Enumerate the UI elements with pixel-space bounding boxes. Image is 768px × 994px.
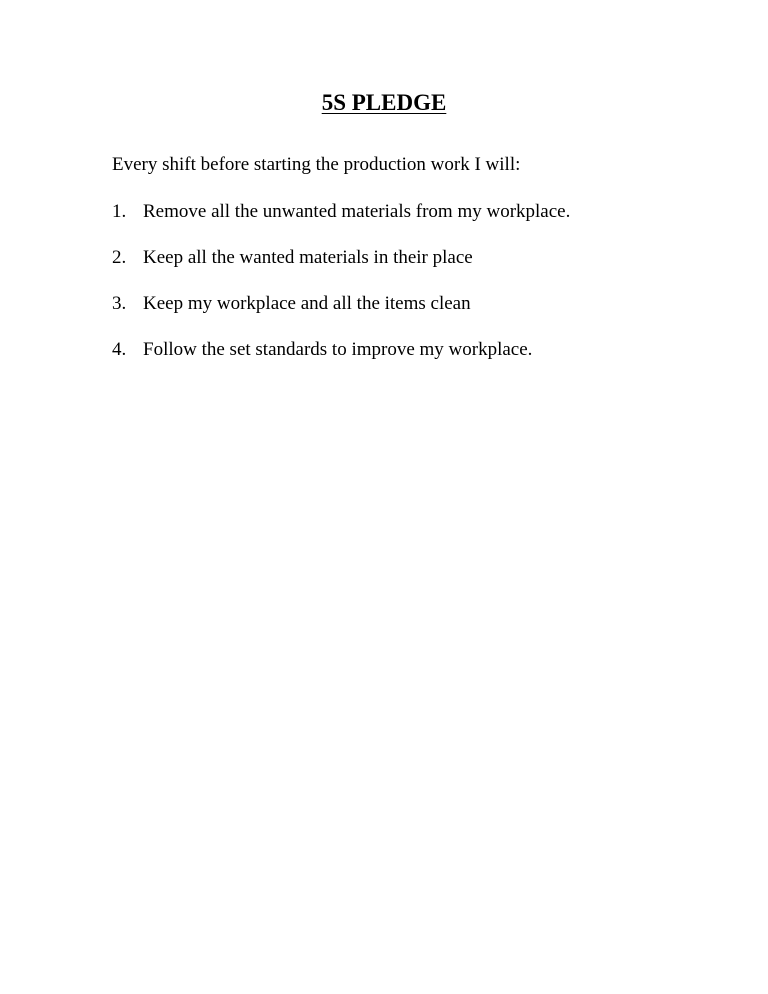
list-item-text: Keep my workplace and all the items clean bbox=[143, 293, 471, 314]
list-item-text: Remove all the unwanted materials from my workplace. bbox=[143, 201, 571, 222]
list-item bbox=[112, 293, 471, 315]
list-item bbox=[112, 201, 570, 223]
intro-text: Every shift before starting the production work I will: bbox=[112, 154, 521, 175]
list-item bbox=[112, 339, 532, 361]
list-item-number: 2. bbox=[112, 247, 127, 268]
list-item bbox=[112, 247, 473, 269]
list-item-text: Follow the set standards to improve my workplace. bbox=[143, 339, 533, 360]
list-item-number: 4. bbox=[112, 339, 127, 360]
list-item-number: 1. bbox=[112, 201, 127, 222]
list-item-text: Keep all the wanted materials in their place bbox=[143, 247, 473, 268]
page-title: 5S PLEDGE bbox=[321, 90, 447, 115]
list-item-number: 3. bbox=[112, 293, 127, 314]
